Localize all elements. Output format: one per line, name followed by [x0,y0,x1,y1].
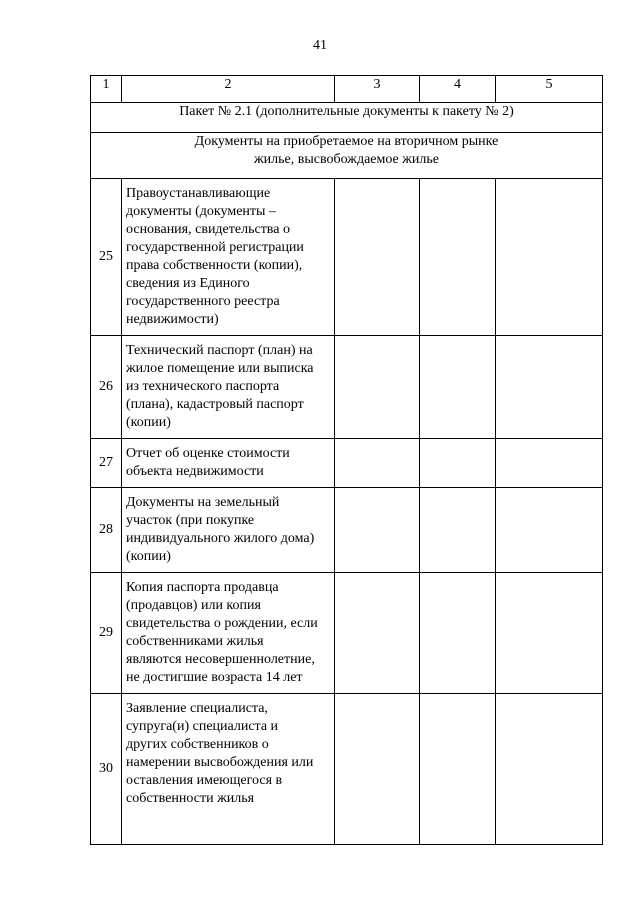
row-description [122,573,335,694]
row-description [122,694,335,845]
empty-cell [496,439,603,488]
description-line: свидетельства о рождении, если [126,616,318,631]
table-row [91,573,603,694]
row-number: 27 [91,439,122,488]
row-description [122,488,335,573]
description-line: собственниками жилья [126,634,264,649]
description-line: индивидуального жилого дома) [126,531,315,546]
empty-cell [335,488,420,573]
empty-cell [420,179,496,336]
row-number: 25 [91,179,122,336]
table-row [91,336,603,439]
empty-cell [420,439,496,488]
description-line: жилое помещение или выписка [126,361,314,376]
empty-cell [335,439,420,488]
description-line: основания, свидетельства о [126,222,290,237]
description-line: сведения из Единого [126,276,250,291]
row-description [122,336,335,439]
description-line: оставления имеющегося в [126,773,283,788]
table-row [91,488,603,573]
empty-cell [420,336,496,439]
description-line: участок (при покупке [126,513,255,528]
column-header-1: 1 [91,76,122,103]
package-title: Пакет № 2.1 (дополнительные документы к пакету № 2) [91,103,603,133]
package-title-row [91,103,603,133]
row-number: 30 [91,694,122,845]
description-line: права собственности (копии), [126,258,303,273]
section-title [91,133,603,179]
column-header-5: 5 [496,76,603,103]
description-line: (продавцов) или копия [126,598,261,613]
empty-cell [496,179,603,336]
section-title-line: Документы на приобретаемое на вторичном рынке [194,134,499,149]
empty-cell [335,694,420,845]
empty-cell [335,179,420,336]
description-line: Отчет об оценке стоимости [126,446,290,461]
empty-cell [496,336,603,439]
description-line: Копия паспорта продавца [126,580,279,595]
description-line: документы (документы – [126,204,276,219]
empty-cell [335,573,420,694]
row-number: 26 [91,336,122,439]
row-number: 29 [91,573,122,694]
column-number-row [91,76,603,103]
empty-cell [420,488,496,573]
row-description [122,439,335,488]
row-number: 28 [91,488,122,573]
empty-cell [496,573,603,694]
section-title-row [91,133,603,179]
section-title-line: жилье, высвобождаемое жилье [254,152,439,167]
empty-cell [335,336,420,439]
description-line: государственного реестра [126,294,280,309]
page-number: 41 [313,38,327,53]
empty-cell [496,488,603,573]
empty-cell [420,694,496,845]
description-line: (копии) [126,549,171,564]
table-row [91,439,603,488]
column-header-4: 4 [420,76,496,103]
column-header-2: 2 [122,76,335,103]
description-line: других собственников о [126,737,269,752]
description-line: Заявление специалиста, [126,701,268,716]
description-line: Правоустанавливающие [126,186,271,201]
description-line: недвижимости) [126,312,219,327]
description-line: Документы на земельный [126,495,280,510]
description-line: государственной регистрации [126,240,304,255]
description-line: (плана), кадастровый паспорт [126,397,304,412]
description-line: являются несовершеннолетние, [126,652,315,667]
row-description [122,179,335,336]
description-line: объекта недвижимости [126,464,264,479]
description-line: собственности жилья [126,791,255,806]
description-line: супруга(и) специалиста и [126,719,279,734]
table-row [91,694,603,845]
description-line: намерении высвобождения или [126,755,314,770]
description-line: Технический паспорт (план) на [126,343,313,358]
table-row [91,179,603,336]
description-line: не достигшие возраста 14 лет [126,670,303,685]
column-header-3: 3 [335,76,420,103]
description-line: из технического паспорта [126,379,280,394]
empty-cell [496,694,603,845]
description-line: (копии) [126,415,171,430]
documents-table [90,75,603,845]
empty-cell [420,573,496,694]
